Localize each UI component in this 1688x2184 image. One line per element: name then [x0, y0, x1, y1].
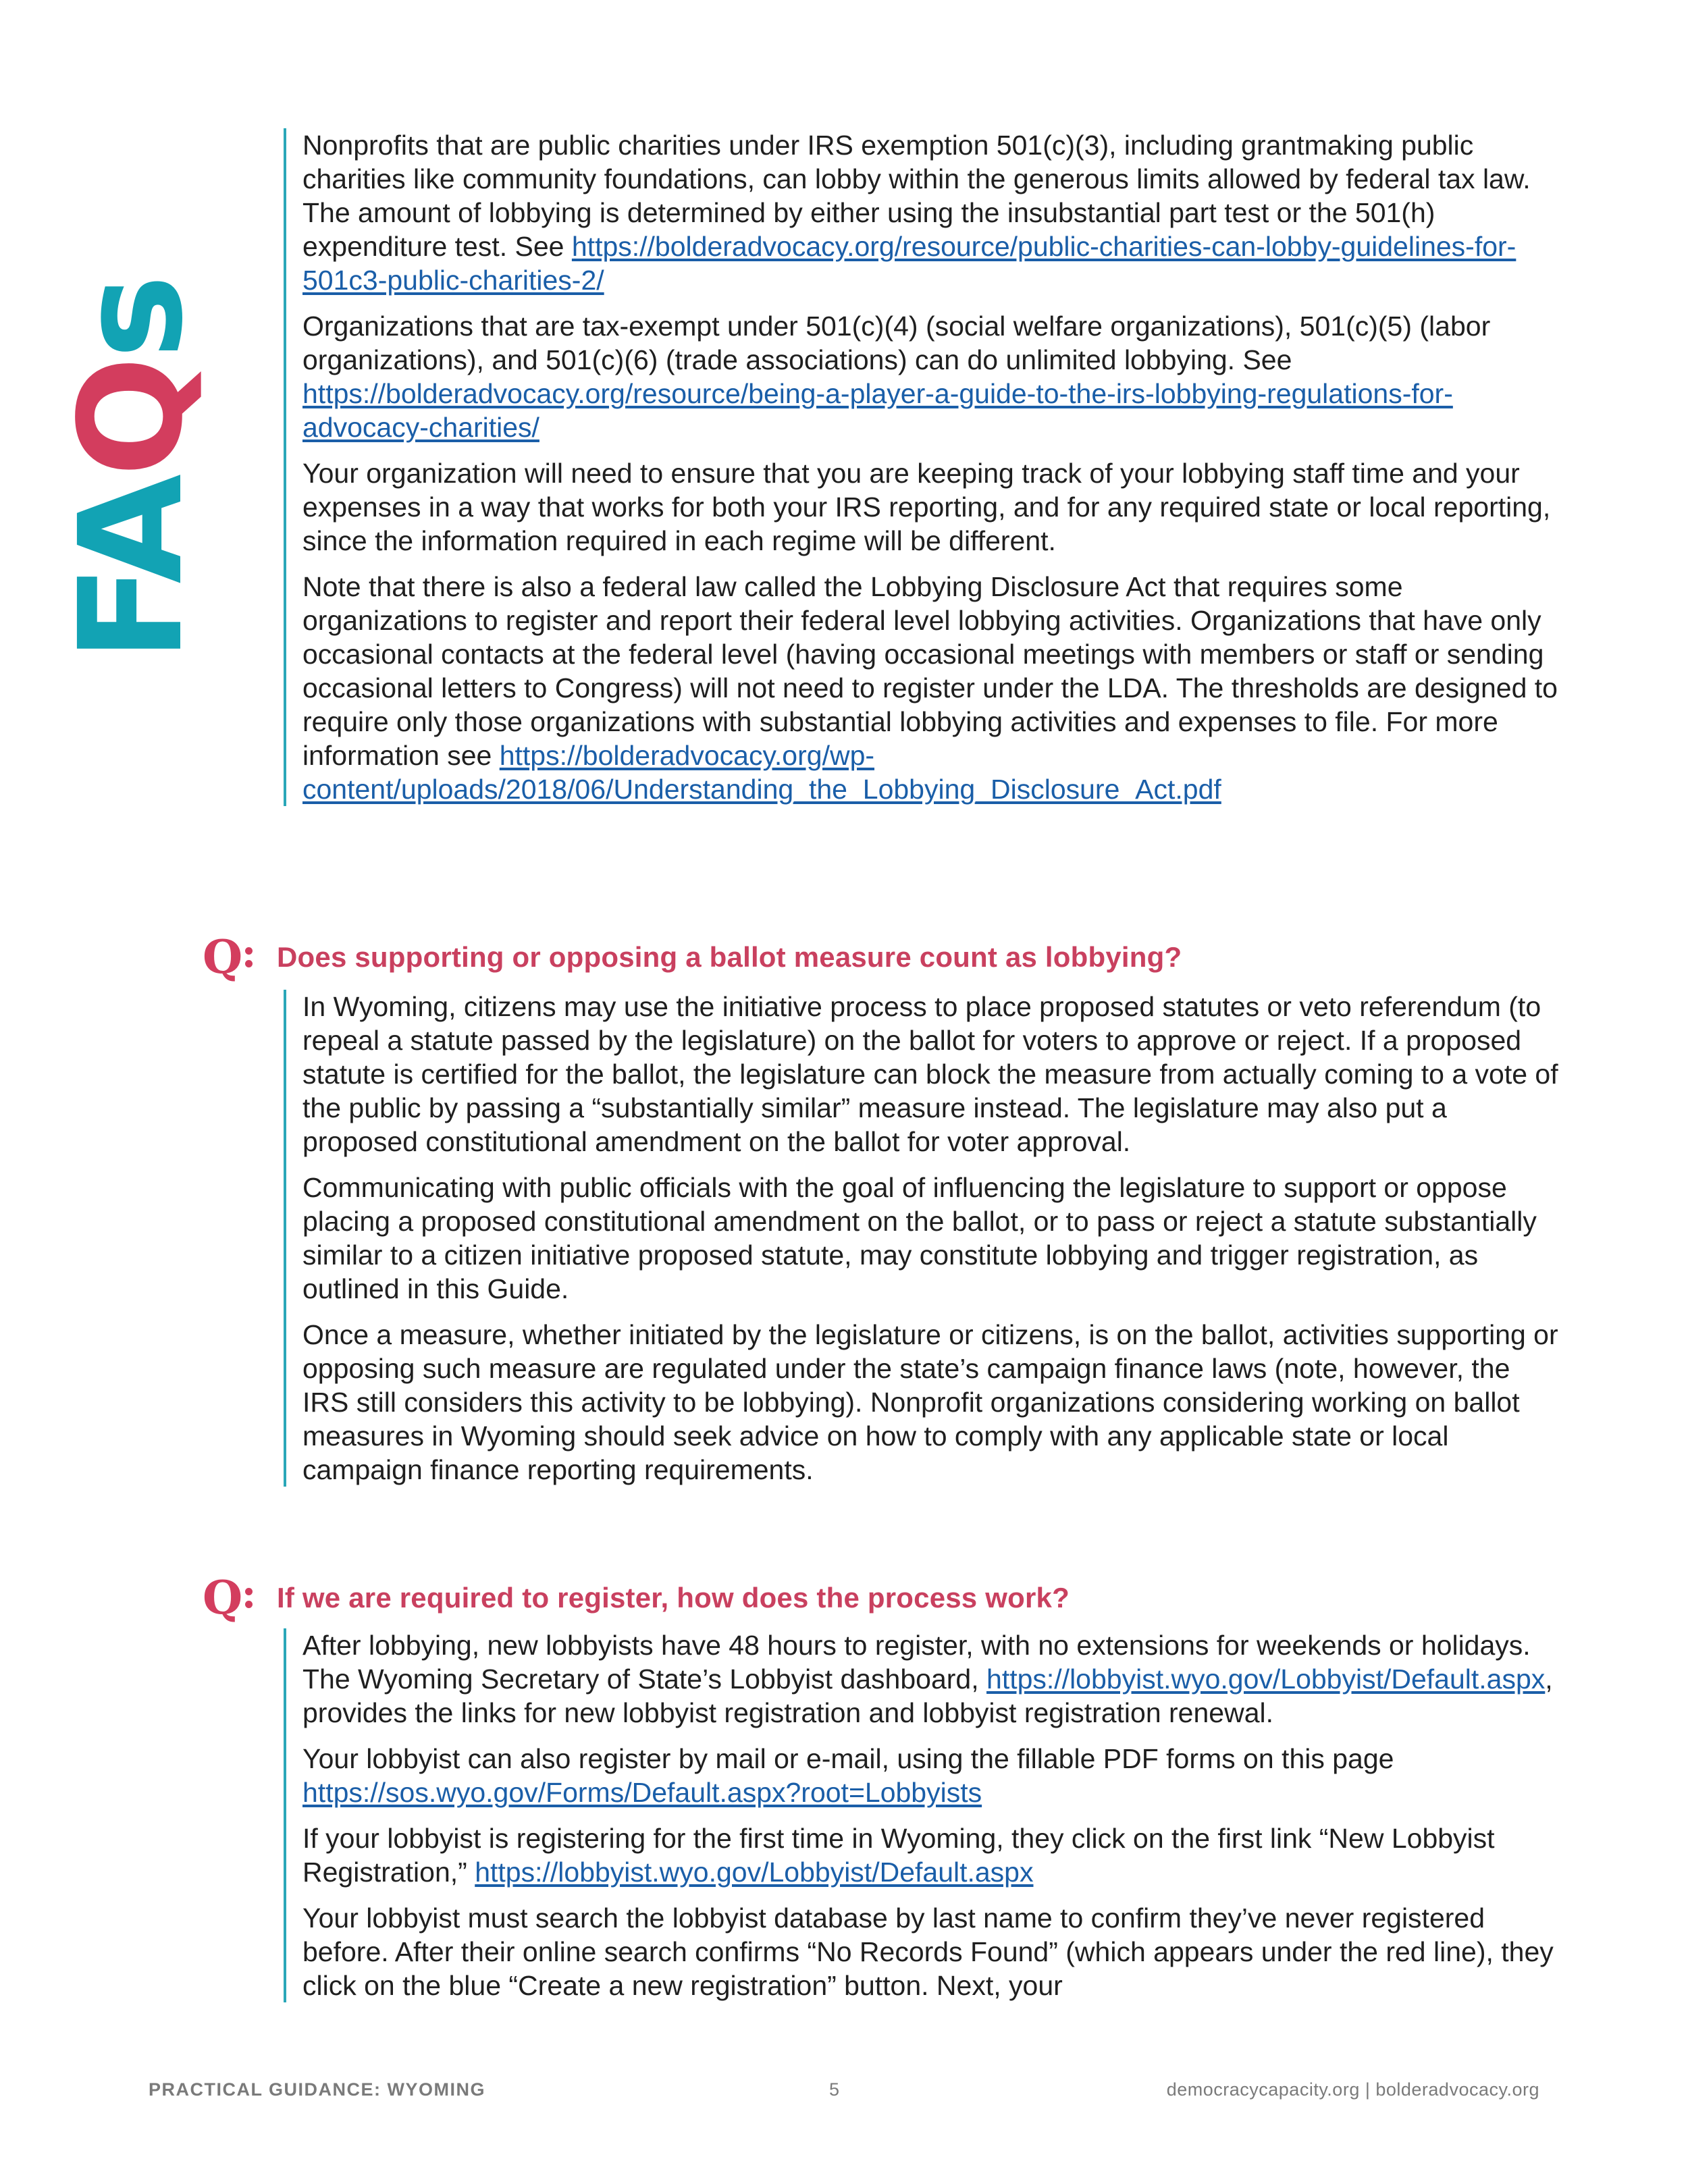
faqs-letter-a: A: [49, 477, 214, 584]
footer-guide-title: PRACTICAL GUIDANCE: WYOMING: [149, 2079, 485, 2100]
question-ballot-measure: [203, 930, 1553, 984]
footer-websites: democracycapacity.org | bolderadvocacy.org: [1166, 2079, 1539, 2100]
being-a-player-guide-link[interactable]: https://bolderadvocacy.org/resource/being-a-player-a-guide-to-the-irs-lobbying-regulations-for-advocacy-charities/: [302, 378, 1453, 443]
faqs-letter-f: F: [49, 583, 214, 662]
answer-paragraph-2: Communicating with public officials with the goal of influencing the legislature to support or oppose placing a proposed constitutional amendment on the ballot, or to pass or reject a statute substantially similar to a citizen initiative proposed statute, may constitute lobbying and trigger registration, as outlined in this Guide.: [302, 1172, 1537, 1304]
intro-paragraph-2: Organizations that are tax-exempt under 501(c)(4) (social welfare organizations), 501(c)(5) (labor organizations), and 501(c)(6) (trade associations) can do unlimited lobbying. See https://bolderadvocacy.org/resource/being-a-player-a-guide-to-the-irs-lobbying-regulations-for-advocacy-charities/: [302, 311, 1491, 443]
faqs-word: [49, 277, 214, 662]
answer-paragraph-2: Your lobbyist can also register by mail or e-mail, using the fillable PDF forms on this page https://sos.wyo.gov/Forms/Default.aspx?root=Lobbyists: [302, 1743, 1394, 1808]
faqs-letter-q: Q: [49, 358, 214, 477]
question-heading: If we are required to register, how does the process work?: [277, 1582, 1070, 1614]
answer-ballot-measure: [284, 990, 1558, 1487]
intro-paragraph-4: Note that there is also a federal law called the Lobbying Disclosure Act that requires some organizations to register and report their federal level lobbying activities. Organizations that have only occasional contacts at the federal level (having occasional meetings with members or staff or sending occasional letters to Congress) will not need to register under the LDA. The thresholds are designed to require only those organizations with substantial lobbying activities and expenses to file. For more information see https://bolderadvocacy.org/wp-content/uploads/2018/06/Understanding_the_Lobbying_Disclosure_Act.pdf: [302, 571, 1558, 805]
lobbyist-dashboard-link[interactable]: https://lobbyist.wyo.gov/Lobbyist/Default.aspx: [986, 1663, 1546, 1695]
intro-section: [284, 128, 1558, 806]
public-charities-link[interactable]: https://bolderadvocacy.org/resource/public-charities-can-lobby-guidelines-for-501c3-public-charities-2/: [302, 231, 1516, 296]
q-marker-icon: Q: [203, 1575, 277, 1621]
answer-paragraph-1: After lobbying, new lobbyists have 48 hours to register, with no extensions for weekends or holidays. The Wyoming Secretary of State’s Lobbyist dashboard, https://lobbyist.wyo.gov/Lobbyist/Default.aspx, provides the links for new lobbyist registration and lobbyist registration renewal.: [302, 1630, 1553, 1728]
faqs-letter-s: s: [49, 277, 214, 359]
intro-paragraph-3: Your organization will need to ensure that you are keeping track of your lobbying staff time and your expenses in a way that works for both your IRS reporting, and for any required state or local reporting, since the information required in each regime will be different.: [302, 458, 1551, 556]
answer-paragraph-3: Once a measure, whether initiated by the legislature or citizens, is on the ballot, activities supporting or opposing such measure are regulated under the state’s campaign finance laws (note, however, the IRS still considers this activity to be lobbying). Nonprofit organizations considering working on ballot measures in Wyoming should seek advice on how to comply with any applicable state or local campaign finance reporting requirements.: [302, 1319, 1558, 1485]
answer-paragraph-1: In Wyoming, citizens may use the initiative process to place proposed statutes or veto referendum (to repeal a statute passed by the legislature) on the ballot for voters to approve or reject. If a proposed statute is certified for the ballot, the legislature can block the measure from actually coming to a vote of the public by passing a “substantially similar” measure instead. The legislature may also put a proposed constitutional amendment on the ballot for voter approval.: [302, 991, 1558, 1157]
page-number: 5: [829, 2079, 841, 2100]
intro-paragraph-1: Nonprofits that are public charities under IRS exemption 501(c)(3), including grantmaking public charities like community foundations, can lobby within the generous limits allowed by federal tax law. The amount of lobbying is determined by either using the insubstantial part test or the 501(h) expenditure test. See https://bolderadvocacy.org/resource/public-charities-can-lobby-guidelines-for-501c3-public-charities-2/: [302, 130, 1531, 296]
question-heading: Does supporting or opposing a ballot measure count as lobbying?: [277, 941, 1182, 973]
answer-registration-process: [284, 1628, 1558, 2002]
answer-paragraph-4: Your lobbyist must search the lobbyist database by last name to confirm they’ve never registered before. After their online search confirms “No Records Found” (which appears under the red line), they click on the blue “Create a new registration” button. Next, your: [302, 1902, 1554, 2001]
page-footer: [149, 2079, 1539, 2106]
answer-paragraph-3: If your lobbyist is registering for the first time in Wyoming, they click on the first link “New Lobbyist Registration,” https://lobbyist.wyo.gov/Lobbyist/Default.aspx: [302, 1823, 1495, 1888]
question-registration-process: [203, 1571, 1553, 1625]
new-lobbyist-registration-link[interactable]: https://lobbyist.wyo.gov/Lobbyist/Default.aspx: [475, 1857, 1034, 1888]
lobbyist-forms-link[interactable]: https://sos.wyo.gov/Forms/Default.aspx?root=Lobbyists: [302, 1777, 982, 1808]
q-marker-icon: Q: [203, 934, 277, 980]
lobbying-disclosure-act-link[interactable]: https://bolderadvocacy.org/wp-content/uploads/2018/06/Understanding_the_Lobbying_Disclosure_Act.pdf: [302, 740, 1221, 805]
